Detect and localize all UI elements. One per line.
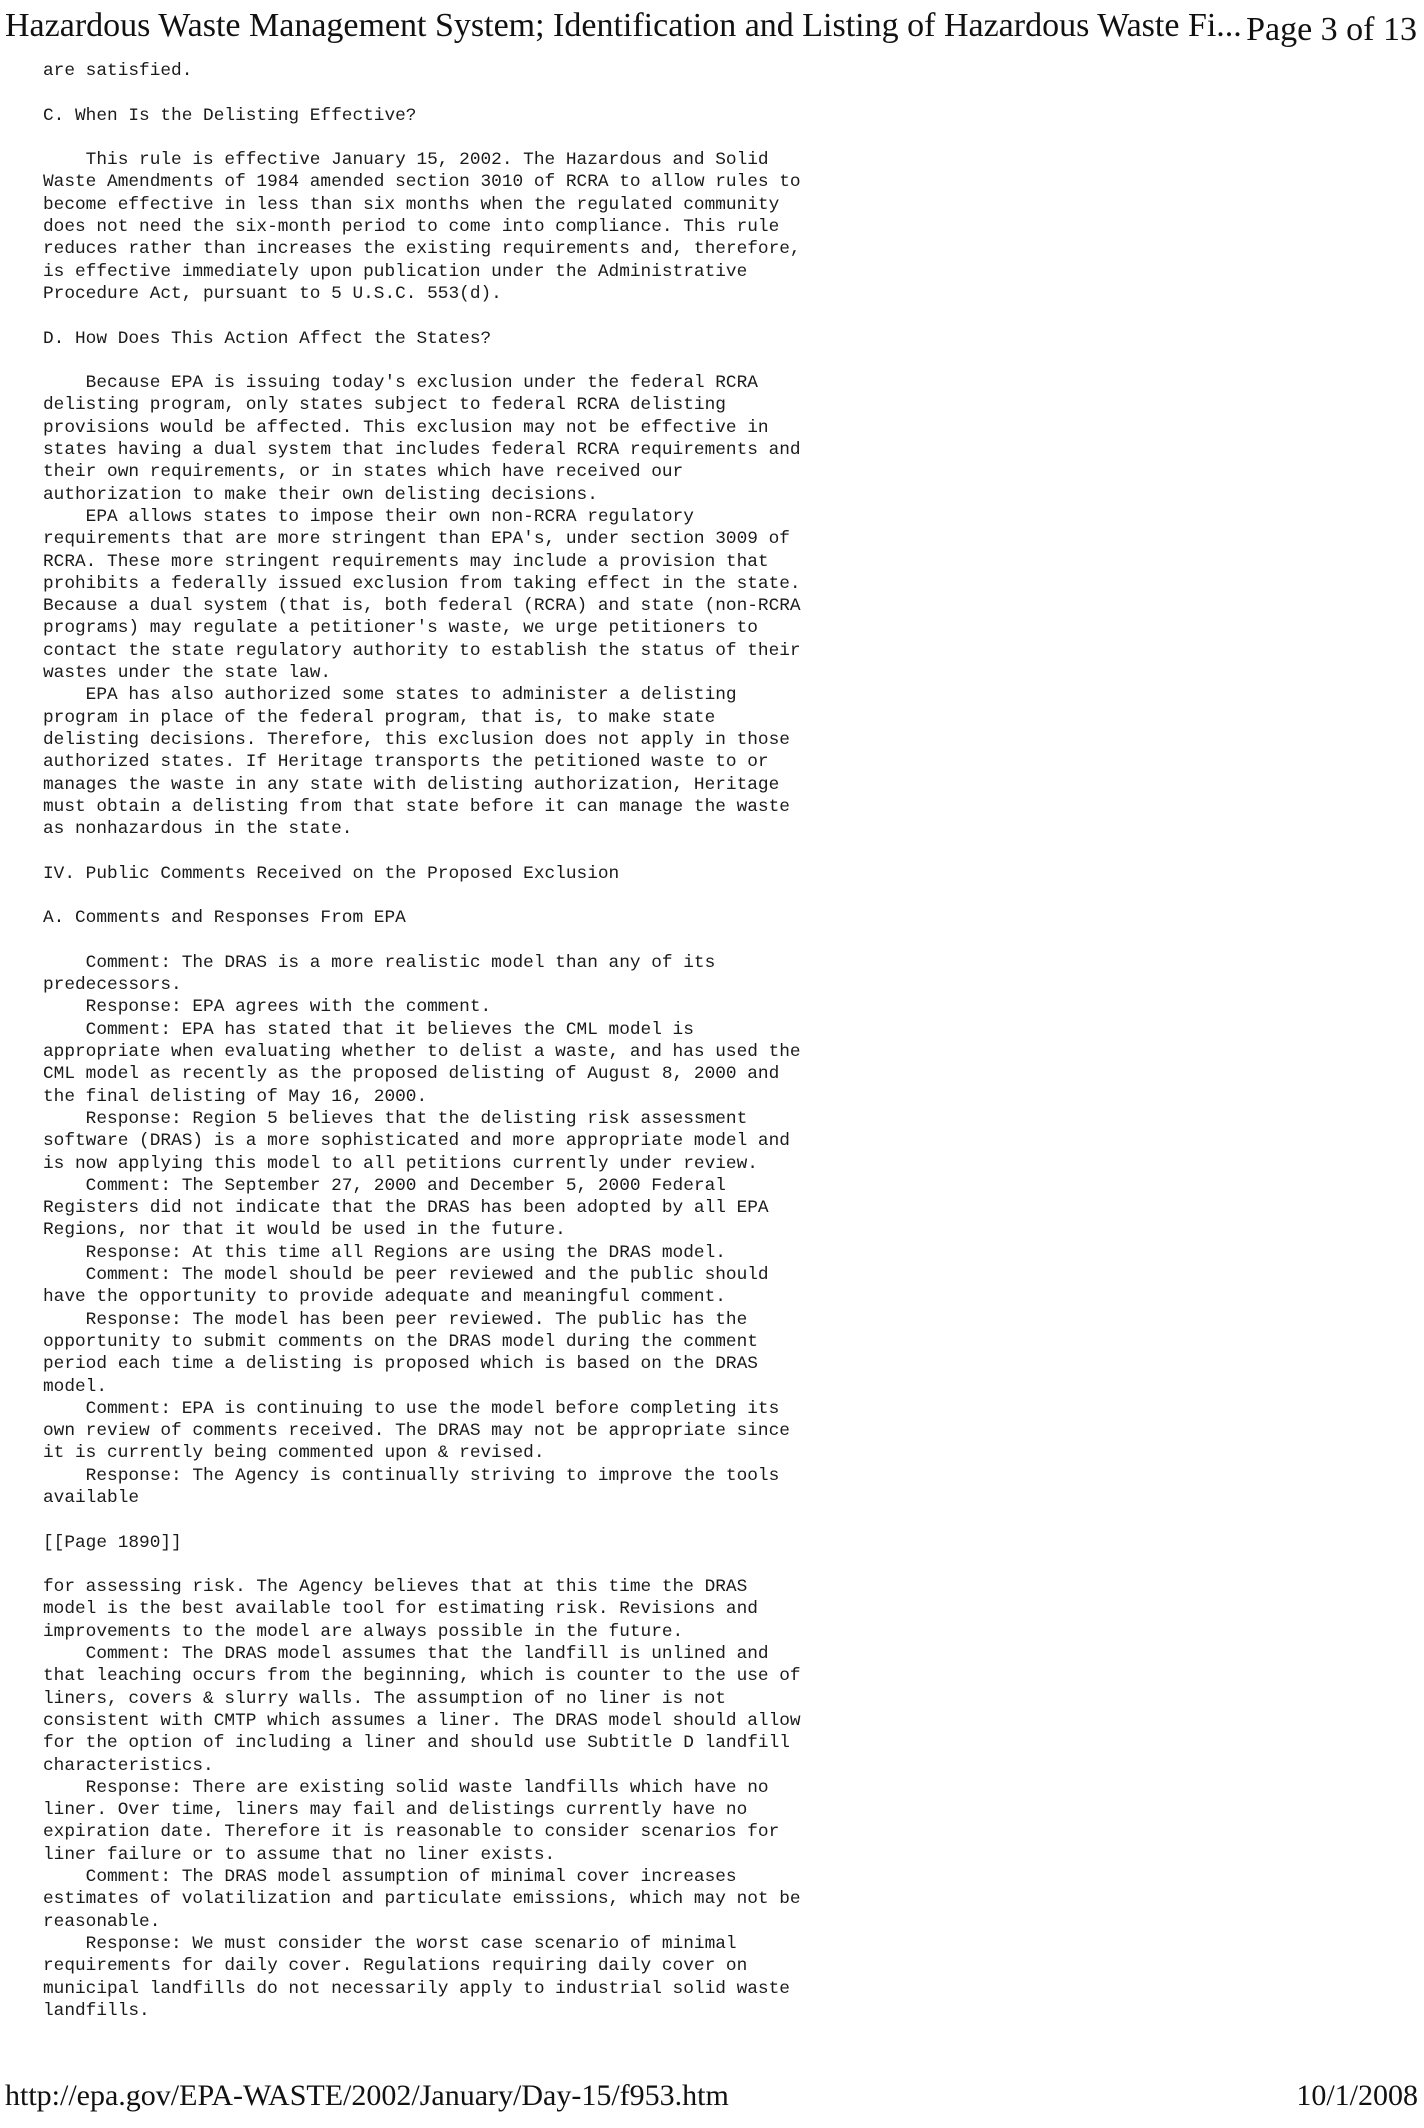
text-line: liners, covers & slurry walls. The assumption of no liner is not xyxy=(43,1688,726,1709)
text-line: contact the state regulatory authority to establish the status of their xyxy=(43,640,801,661)
text-line: Comment: The model should be peer reviewed and the public should xyxy=(43,1265,769,1286)
text-line: Regions, nor that it would be used in the future. xyxy=(43,1220,566,1241)
text-line: must obtain a delisting from that state before it can manage the waste xyxy=(43,796,790,817)
text-line: EPA has also authorized some states to administer a delisting xyxy=(43,685,737,706)
print-date: 10/1/2008 xyxy=(1296,2079,1418,2112)
text-line: Registers did not indicate that the DRAS has been adopted by all EPA xyxy=(43,1198,769,1219)
text-line: states having a dual system that includes federal RCRA requirements and xyxy=(43,440,801,461)
text-line: have the opportunity to provide adequate and meaningful comment. xyxy=(43,1287,726,1308)
blank-line xyxy=(43,127,923,149)
text-line: [[Page 1890]] xyxy=(43,1532,182,1553)
text-line: CML model as recently as the proposed delisting of August 8, 2000 and xyxy=(43,1064,780,1085)
text-line: EPA allows states to impose their own non-RCRA regulatory xyxy=(43,506,694,527)
text-line: improvements to the model are always possible in the future. xyxy=(43,1621,684,1642)
text-line: opportunity to submit comments on the DRAS model during the comment xyxy=(43,1331,758,1352)
text-line: delisting program, only states subject to federal RCRA delisting xyxy=(43,395,726,416)
text-line: for assessing risk. The Agency believes that at this time the DRAS xyxy=(43,1577,748,1598)
text-line: the final delisting of May 16, 2000. xyxy=(43,1086,428,1107)
text-line: This rule is effective January 15, 2002. The Hazardous and Solid xyxy=(43,150,769,171)
text-line: prohibits a federally issued exclusion from taking effect in the state. xyxy=(43,573,801,594)
blank-line xyxy=(43,930,923,952)
text-line: Response: The Agency is continually striving to improve the tools xyxy=(43,1465,780,1486)
text-line: consistent with CMTP which assumes a liner. The DRAS model should allow xyxy=(43,1710,801,1731)
text-line: Response: The model has been peer reviewed. The public has the xyxy=(43,1309,748,1330)
text-line: as nonhazardous in the state. xyxy=(43,819,353,840)
text-line: software (DRAS) is a more sophisticated and more appropriate model and xyxy=(43,1131,790,1152)
text-line: Because a dual system (that is, both federal (RCRA) and state (non-RCRA xyxy=(43,596,801,617)
text-line: become effective in less than six months when the regulated community xyxy=(43,194,780,215)
blank-line xyxy=(43,840,923,862)
text-line: available xyxy=(43,1488,140,1508)
text-line: authorized states. If Heritage transports the petitioned waste to or xyxy=(43,752,769,773)
blank-line xyxy=(43,885,923,907)
blank-line xyxy=(43,1509,923,1531)
document-title: Hazardous Waste Management System; Identification and Listing of Hazardous Waste Fi... xyxy=(5,7,1242,44)
text-line: are satisfied. xyxy=(43,61,193,81)
text-line: IV. Public Comments Received on the Proposed Exclusion xyxy=(43,863,620,884)
text-line: Procedure Act, pursuant to 5 U.S.C. 553(d). xyxy=(43,283,502,304)
text-line: Comment: The September 27, 2000 and December 5, 2000 Federal xyxy=(43,1175,726,1196)
text-line: it is currently being commented upon & revised. xyxy=(43,1443,545,1464)
text-line: Response: There are existing solid waste landfills which have no xyxy=(43,1777,769,1798)
text-line: Response: Region 5 believes that the delisting risk assessment xyxy=(43,1108,748,1129)
text-line: does not need the six-month period to come into compliance. This rule xyxy=(43,217,780,238)
page-number: Page 3 of 13 xyxy=(1246,11,1417,48)
text-line: A. Comments and Responses From EPA xyxy=(43,908,406,929)
text-line: own review of comments received. The DRAS may not be appropriate since xyxy=(43,1421,790,1442)
text-line: authorization to make their own delisting decisions. xyxy=(43,484,598,505)
text-line: characteristics. xyxy=(43,1755,214,1776)
text-line: Waste Amendments of 1984 amended section 3010 of RCRA to allow rules to xyxy=(43,172,801,193)
blank-line xyxy=(43,1554,923,1576)
text-line: is effective immediately upon publication under the Administrative xyxy=(43,261,748,282)
text-line: Because EPA is issuing today's exclusion under the federal RCRA xyxy=(43,373,758,394)
text-line: D. How Does This Action Affect the States? xyxy=(43,328,492,349)
text-line: expiration date. Therefore it is reasonable to consider scenarios for xyxy=(43,1822,780,1843)
text-line: predecessors. xyxy=(43,975,182,996)
text-line: for the option of including a liner and should use Subtitle D landfill xyxy=(43,1733,790,1754)
text-line: reasonable. xyxy=(43,1911,161,1932)
text-line: Comment: The DRAS is a more realistic model than any of its xyxy=(43,952,716,973)
text-line: delisting decisions. Therefore, this exclusion does not apply in those xyxy=(43,729,790,750)
text-line: Response: EPA agrees with the comment. xyxy=(43,997,492,1018)
text-line: programs) may regulate a petitioner's waste, we urge petitioners to xyxy=(43,618,758,639)
text-line: wastes under the state law. xyxy=(43,663,332,684)
text-line: their own requirements, or in states which have received our xyxy=(43,462,684,483)
text-line: Comment: EPA is continuing to use the model before completing its xyxy=(43,1398,780,1419)
text-line: Comment: EPA has stated that it believes the CML model is xyxy=(43,1019,694,1040)
page-footer xyxy=(0,2073,1424,2123)
text-line: municipal landfills do not necessarily apply to industrial solid waste xyxy=(43,1978,790,1999)
text-line: model is the best available tool for estimating risk. Revisions and xyxy=(43,1599,758,1620)
text-line: reduces rather than increases the existing requirements and, therefore, xyxy=(43,239,801,260)
text-line: Comment: The DRAS model assumes that the landfill is unlined and xyxy=(43,1644,769,1665)
page-header xyxy=(0,0,1424,58)
document-body xyxy=(43,60,923,2022)
source-url: http://epa.gov/EPA-WASTE/2002/January/Day-15/f953.htm xyxy=(5,2079,729,2112)
text-line: period each time a delisting is proposed which is based on the DRAS xyxy=(43,1354,758,1375)
text-line: appropriate when evaluating whether to delist a waste, and has used the xyxy=(43,1042,801,1063)
text-line: liner failure or to assume that no liner exists. xyxy=(43,1844,556,1865)
text-line: liner. Over time, liners may fail and delistings currently have no xyxy=(43,1800,748,1821)
text-line: model. xyxy=(43,1376,108,1397)
blank-line xyxy=(43,350,923,372)
text-line: C. When Is the Delisting Effective? xyxy=(43,105,417,126)
text-line: landfills. xyxy=(43,2000,150,2021)
text-line: Response: We must consider the worst case scenario of minimal xyxy=(43,1933,737,1954)
blank-line xyxy=(43,82,923,104)
blank-line xyxy=(43,305,923,327)
text-line: requirements for daily cover. Regulations requiring daily cover on xyxy=(43,1956,748,1977)
text-line: that leaching occurs from the beginning, which is counter to the use of xyxy=(43,1666,801,1687)
text-line: provisions would be affected. This exclusion may not be effective in xyxy=(43,417,769,438)
text-line: estimates of volatilization and particulate emissions, which may not be xyxy=(43,1889,801,1910)
text-line: manages the waste in any state with delisting authorization, Heritage xyxy=(43,774,780,795)
text-line: Response: At this time all Regions are using the DRAS model. xyxy=(43,1242,726,1263)
text-line: program in place of the federal program, that is, to make state xyxy=(43,707,716,728)
text-line: requirements that are more stringent than EPA's, under section 3009 of xyxy=(43,529,790,550)
text-line: RCRA. These more stringent requirements may include a provision that xyxy=(43,551,769,572)
text-line: is now applying this model to all petitions currently under review. xyxy=(43,1153,758,1174)
text-line: Comment: The DRAS model assumption of minimal cover increases xyxy=(43,1867,737,1888)
